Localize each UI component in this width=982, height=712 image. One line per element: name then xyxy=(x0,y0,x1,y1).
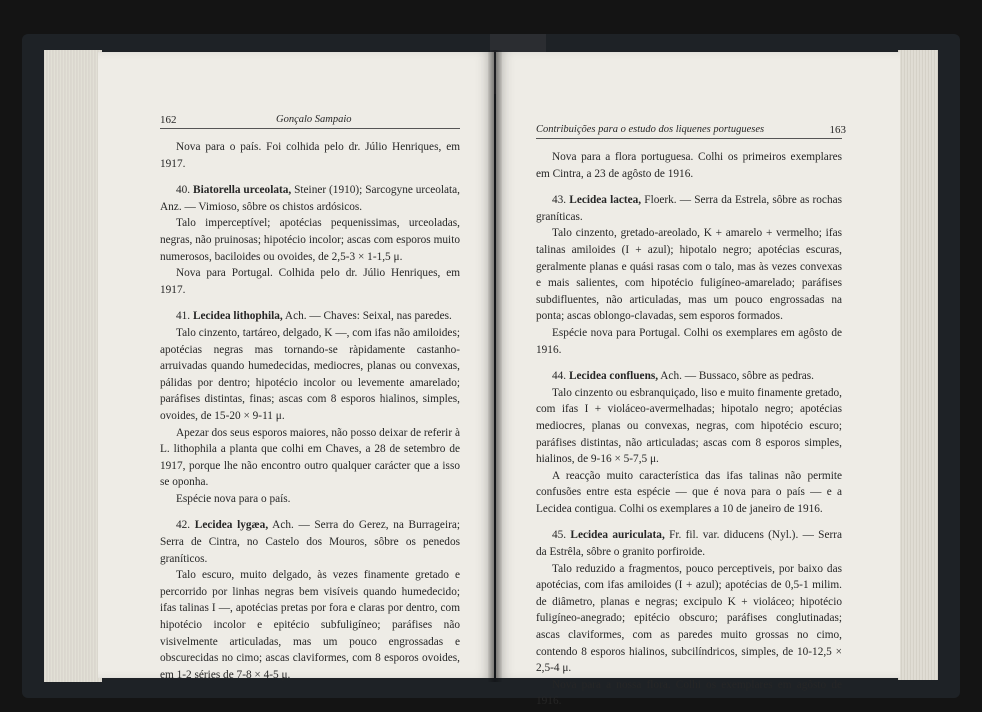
right-page-content xyxy=(536,122,846,710)
right-running-header xyxy=(536,122,846,139)
left-page-content xyxy=(160,112,460,683)
body-paragraph: Talo reduzido a fragmentos, pouco perceptiveis, por baixo das apotécias, com ifas amiloides (I + azul); apotécias de 0,5-1 milim. de diâmetro, planas e negras; excipulo K + violáceo; hipotécio fuligíneo-anegrado; epitécio obscuro; paráfises conglutinadas; ascas claviformes, com as paredes muito grossas no cimo, contendo 8 esporos hialinos, subcilíndricos, simples, de 10-12,5 × 2,5-4 μ. xyxy=(536,562,842,675)
species-entry xyxy=(536,368,842,385)
body-paragraph: A reacção muito característica das ifas talinas não permite confusões entre esta espécie — que é nova para o país — e a Lecidea contigua. Colhi os exemplares a 10 de janeiro de 1916. xyxy=(536,469,842,515)
left-page xyxy=(98,52,494,681)
entry-number: 45. xyxy=(552,529,567,542)
entry-number: 43. xyxy=(552,194,567,207)
body-paragraph: Talo cinzento ou esbranquiçado, liso e muito finamente gretado, com ifas I + violáceo-avermelhadas; hipotalo negro; apotécias mediocres, planas ou convexas, negras, com hipotécio escuro; paráfises distintas, não articuladas; ascas com 8 esporos simples, hialinos, de 9-16 × 5-7,5 μ. xyxy=(536,386,842,466)
body-paragraph: Apezar dos seus esporos maiores, não posso deixar de referir à L. lithophila a planta que colhi em Chaves, a 28 de setembro de 1917, porque lhe não encontro outro qualquer carácter que a isso se oponha. xyxy=(160,426,460,489)
right-page-number: 163 xyxy=(829,124,846,136)
body-paragraph: Nova para o país. Foi colhida pelo dr. Júlio Henriques, em 1917. xyxy=(160,141,460,170)
species-entry xyxy=(160,517,460,567)
species-name: Lecidea lactea, xyxy=(569,194,642,207)
left-running-header xyxy=(160,112,460,129)
entry-number: 40. xyxy=(176,184,191,197)
entry-locality: Ach. — Serra do Gerez, na Burrageira; Serra de Cintra, no Castelo dos Mouros, sôbre os penedos graníticos. xyxy=(160,519,460,565)
body-paragraph: Talo imperceptível; apotécias pequenissimas, urceoladas, negras, não pruinosas; hipotécio incolor; ascas com esporos muito numerosos, baciloides ou ovoides, de 2,5-3 × 1-1,5 μ. xyxy=(160,217,460,263)
left-page-number: 162 xyxy=(160,114,177,126)
species-name: Lecidea lithophila, xyxy=(192,310,283,323)
body-paragraph: Talo escuro, muito delgado, às vezes finamente gretado e percorrido por linhas negras bem visíveis quando humedecido; ifas talinas I —, apotécias pretas por fora e claras por dentro, com hipotécio incolor e epitécio subfuligíneo; paráfises não visivelmente articuladas, mas um pouco engrossadas e obscurecidas no cimo; ascas claviformes, com 8 esporos ovoides, em 1-2 séries de 7-8 × 4-5 μ. xyxy=(160,569,460,681)
entry-locality: Fr. fil. var. diducens (Nyl.). — Serra da Estrêla, sôbre o granito porfiroide. xyxy=(536,529,842,559)
species-entry xyxy=(160,182,460,215)
entry-number: 42. xyxy=(176,519,191,532)
body-paragraph: Nova para a nossa flora. Colhi os exemplares em agôsto de 1916. xyxy=(536,678,842,708)
species-name: Lecidea lygæa, xyxy=(194,519,269,532)
body-paragraph: Talo cinzento, gretado-areolado, K + amarelo + vermelho; ifas talinas amiloides (I + azul); hipotalo negro; apotécias escuras, geralmente planas e quási rasas com o talo, mas às vezes convexas e mais salientes, com hipotécio fuligíneo-amarelado; paráfises subdifluentes, não articuladas, mas um pouco engrossadas na ponta; ascas oblongo-clavadas, sem esporos formados. xyxy=(536,227,842,323)
species-entry xyxy=(536,527,842,560)
species-name: Lecidea auriculata, xyxy=(570,529,665,542)
right-running-head: Contribuições para o estudo dos liquenes portugueses xyxy=(536,124,765,135)
left-body xyxy=(160,139,460,683)
entry-locality: Steiner (1910); Sarcogyne urceolata, Anz. — Vimioso, sôbre os chistos ardósicos. xyxy=(160,184,460,213)
entry-locality: Floerk. — Serra da Estrela, sôbre as rochas graníticas. xyxy=(536,194,842,223)
left-running-head: Gonçalo Sampaio xyxy=(276,114,352,125)
body-paragraph: Talo cinzento, tartáreo, delgado, K —, com ifas não amiloides; apotécias negras mas tornando-se ràpidamente castanho-arruivadas quando humedecidas, mediocres, planas ou convexas, pálidas por dentro; hipotécio incolor ou levemente amarelado; paráfises distintas, finas; ascas com 8 esporos hialinos, simples, ovoides, de 15-20 × 9-11 μ. xyxy=(160,326,460,422)
body-paragraph: Espécie nova para o país. xyxy=(176,492,291,505)
page-stack-left xyxy=(44,50,102,682)
entry-number: 41. xyxy=(176,310,191,323)
species-entry xyxy=(536,192,842,225)
species-entry xyxy=(160,308,460,325)
page-stack-right xyxy=(898,50,938,680)
species-name: Biatorella urceolata, xyxy=(193,184,292,197)
book-gutter xyxy=(488,50,502,682)
entry-locality: Ach. — Bussaco, sôbre as pedras. xyxy=(658,370,815,383)
body-paragraph: Espécie nova para Portugal. Colhi os exemplares em agôsto de 1916. xyxy=(536,326,842,356)
right-body xyxy=(536,149,842,710)
entry-locality: Ach. — Chaves: Seixal, nas paredes. xyxy=(282,310,452,323)
body-paragraph: Nova para a flora portuguesa. Colhi os primeiros exemplares em Cintra, a 23 de agôsto de 1916. xyxy=(536,151,842,180)
body-paragraph: Nova para Portugal. Colhida pelo dr. Júlio Henriques, em 1917. xyxy=(160,267,460,296)
species-name: Lecidea confluens, xyxy=(568,370,659,383)
entry-number: 44. xyxy=(552,370,567,383)
right-page xyxy=(496,52,900,708)
